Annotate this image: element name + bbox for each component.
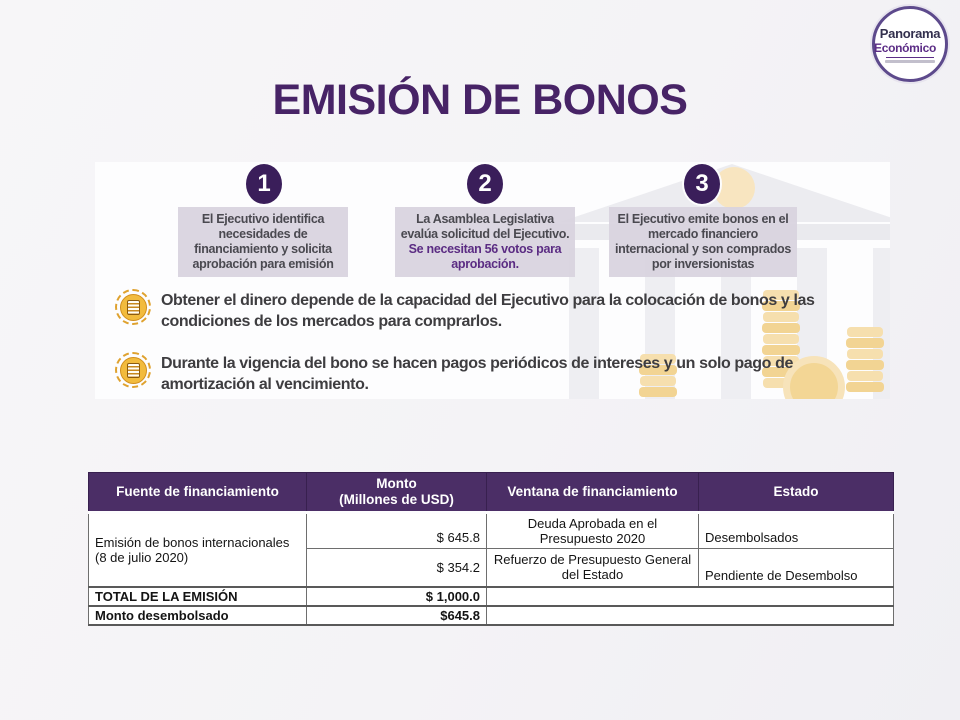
bullet-note-2-text: Durante la vigencia del bono se hacen pagos periódicos de intereses y un solo pago de amortización al vencimiento. (161, 355, 793, 393)
step-1-badge: 1 (246, 164, 282, 204)
table-header-row (89, 473, 894, 513)
cell-estado-1: Desembolsados (699, 513, 894, 549)
cell-ventana-1: Deuda Aprobada en el Presupuesto 2020 (487, 513, 699, 549)
cell-monto-1: $ 645.8 (307, 513, 487, 549)
bullet-note-1-text: Obtener el dinero depende de la capacidad del Ejecutivo para la colocación de bonos y las condiciones de los mercados para comprarlos. (161, 292, 815, 330)
financing-table (88, 472, 894, 626)
cell-disbursed-empty (487, 606, 894, 625)
col-header-monto-line2: (Millones de USD) (339, 492, 454, 507)
step-1-text: El Ejecutivo identifica necesidades de financiamiento y solicita aprobación para emisión (192, 212, 334, 271)
col-header-ventana: Ventana de financiamiento (487, 473, 699, 513)
coin-document-icon (115, 289, 151, 325)
col-header-fuente: Fuente de financiamiento (89, 473, 307, 513)
cell-disbursed-monto: $645.8 (307, 606, 487, 625)
step-3-badge: 3 (684, 164, 720, 204)
step-2-badge: 2 (467, 164, 503, 204)
cell-estado-2: Pendiente de Desembolso (699, 549, 894, 587)
table-total-row (89, 587, 894, 606)
cell-fuente: Emisión de bonos internacionales (8 de julio 2020) (89, 513, 307, 587)
bullet-note-1 (115, 289, 863, 332)
col-header-monto-line1: Monto (376, 476, 417, 491)
table-row (89, 513, 894, 549)
bullet-note-2 (115, 352, 863, 395)
step-2-description (395, 207, 575, 277)
cell-total-label: TOTAL DE LA EMISIÓN (89, 587, 307, 606)
step-3-text: El Ejecutivo emite bonos en el mercado financiero internacional y son comprados por inversionistas (614, 212, 792, 271)
step-1-description (178, 207, 348, 277)
page-title: EMISIÓN DE BONOS (272, 76, 688, 124)
table-disbursed-row (89, 606, 894, 625)
logo-rule (886, 57, 934, 58)
cell-total-monto: $ 1,000.0 (307, 587, 487, 606)
step-2-highlight: Se necesitan 56 votos para aprobación. (408, 242, 562, 271)
logo-name-line2: Económico (874, 40, 936, 55)
logo-tagline-bar (885, 60, 935, 63)
panorama-economico-logo (872, 6, 948, 82)
cell-ventana-2: Refuerzo de Presupuesto General del Estado (487, 549, 699, 587)
cell-monto-2: $ 354.2 (307, 549, 487, 587)
coin-document-icon (115, 352, 151, 388)
cell-disbursed-label: Monto desembolsado (89, 606, 307, 625)
col-header-estado: Estado (699, 473, 894, 513)
logo-name-line1: Panorama (879, 25, 941, 41)
col-header-monto (307, 473, 487, 513)
cell-total-empty (487, 587, 894, 606)
bond-process-infographic (95, 162, 890, 399)
step-2-text: La Asamblea Legislativa evalúa solicitud del Ejecutivo. (400, 212, 570, 241)
step-3-description (609, 207, 797, 277)
